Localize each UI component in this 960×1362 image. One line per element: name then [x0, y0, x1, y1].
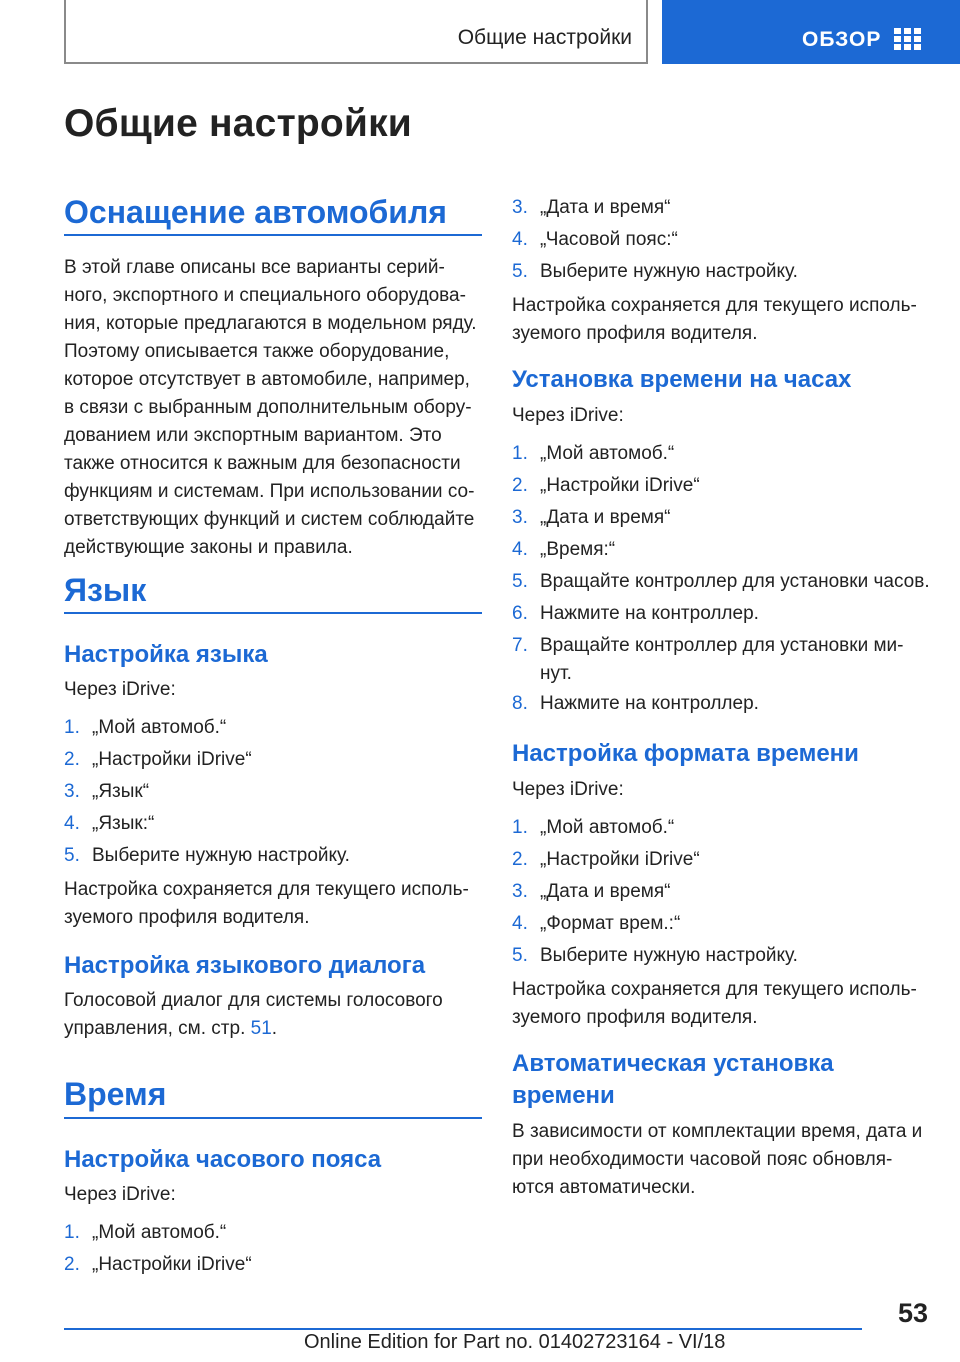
voice-dialog-paragraph — [64, 987, 443, 1043]
text-line: ния, которые предлагаются в модельном ряду. — [64, 313, 477, 334]
text-line: управления, см. стр. 51. — [64, 1018, 278, 1039]
header-section-box — [64, 0, 648, 64]
text-line: действующие законы и правила. — [64, 537, 353, 558]
footer-edition-text: Online Edition for Part no. 01402723164 - VI/18 — [304, 1331, 726, 1353]
heading-time: Время — [64, 1076, 167, 1112]
heading-set-clock: Установка времени на часах — [512, 366, 852, 393]
divider — [64, 612, 482, 614]
text-line: ного, экспортного и специального оборудова- — [64, 285, 466, 306]
heading-equipment: Оснащение автомобиля — [64, 194, 447, 230]
overview-label: ОБЗОР — [802, 28, 882, 51]
text-line: В этой главе описаны все варианты серий- — [64, 257, 445, 278]
text-line: В зависимости от комплектации время, дата и — [512, 1121, 923, 1142]
text-line: Настройка сохраняется для текущего исполь- — [512, 295, 917, 316]
heading-timezone: Настройка часового пояса — [64, 1146, 382, 1173]
divider — [64, 234, 482, 236]
text-line: Настройка сохраняется для текущего исполь- — [512, 979, 917, 1000]
text-line: зуемого профиля водителя. — [512, 1007, 758, 1028]
text-line: функциям и системам. При использовании со- — [64, 481, 475, 502]
heading-auto-time: Автоматическая установка времени — [512, 1050, 834, 1109]
text-line: дованием или экспортным вариантом. Это — [64, 425, 442, 446]
heading-time-format: Настройка формата времени — [512, 740, 859, 767]
via-idrive-text: Через iDrive: — [64, 679, 176, 700]
heading-voice-dialog: Настройка языкового диалога — [64, 952, 426, 979]
page-title: Общие настройки — [64, 102, 412, 145]
footer-divider — [64, 1328, 862, 1330]
format-saved-note — [512, 976, 917, 1032]
language-saved-note — [64, 876, 469, 932]
auto-time-paragraph — [512, 1118, 922, 1202]
text-line: при необходимости часовой пояс обновля- — [512, 1149, 893, 1170]
divider — [64, 1117, 482, 1119]
page-reference-link[interactable]: 51 — [250, 1018, 272, 1039]
text-line: в связи с выбранным дополнительным обору- — [64, 397, 472, 418]
text-line: ются автоматически. — [512, 1177, 696, 1198]
header-section-title: Общие настройки — [457, 26, 632, 49]
text-line: Настройка сохраняется для текущего исполь- — [64, 879, 469, 900]
via-idrive-text: Через iDrive: — [512, 779, 624, 800]
page-number: 53 — [898, 1298, 929, 1328]
equipment-paragraph — [64, 254, 477, 562]
text-line: Голосовой диалог для системы голосового — [64, 990, 443, 1011]
heading-language-setting: Настройка языка — [64, 641, 268, 668]
heading-language: Язык — [64, 572, 147, 608]
via-idrive-text: Через iDrive: — [64, 1184, 176, 1205]
text-line: также относится к важным для безопасности — [64, 453, 461, 474]
overview-tab[interactable] — [662, 0, 960, 64]
grid-icon — [894, 28, 922, 52]
text-line: которое отсутствует в автомобиле, например, — [64, 369, 470, 390]
text-line: зуемого профиля водителя. — [64, 907, 310, 928]
via-idrive-text: Через iDrive: — [512, 405, 624, 426]
text-line: зуемого профиля водителя. — [512, 323, 758, 344]
text-line: Поэтому описывается также оборудование, — [64, 341, 450, 362]
timezone-saved-note — [512, 292, 917, 348]
text-line: ответствующих функций и систем соблюдайте — [64, 509, 475, 530]
